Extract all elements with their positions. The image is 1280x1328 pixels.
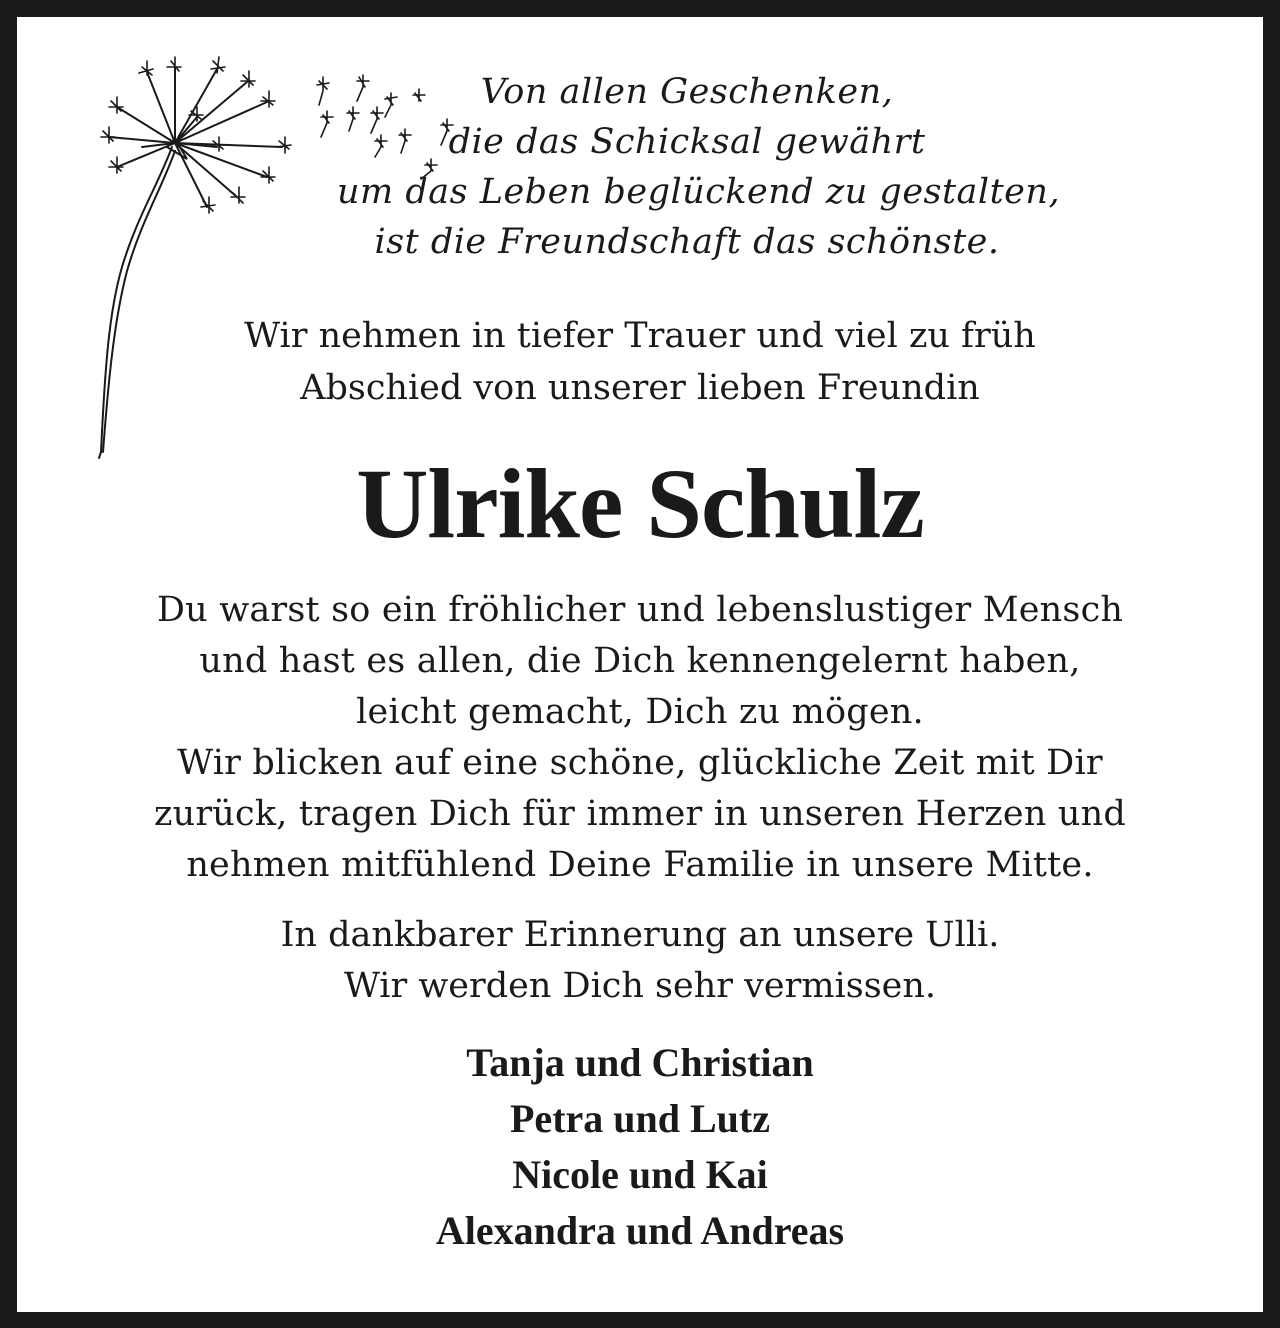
closing-text bbox=[57, 910, 1223, 1012]
signer: Tanja und Christian bbox=[466, 1040, 814, 1085]
signer: Alexandra und Andreas bbox=[435, 1208, 845, 1253]
signers-list bbox=[17, 1035, 1263, 1259]
intro-line: Wir nehmen in tiefer Trauer und viel zu früh bbox=[244, 316, 1036, 356]
tribute-line: Du warst so ein fröhlicher und lebenslustiger Mensch bbox=[156, 590, 1124, 630]
deceased-name: Ulrike Schulz bbox=[356, 448, 924, 559]
quote-line: ist die Freundschaft das schönste. bbox=[374, 222, 1000, 262]
quote-line: die das Schicksal gewährt bbox=[448, 122, 926, 162]
closing-line: Wir werden Dich sehr vermissen. bbox=[343, 966, 937, 1006]
mourning-intro bbox=[117, 310, 1163, 414]
memorial-quote bbox=[337, 67, 1061, 267]
tribute-line: zurück, tragen Dich für immer in unseren Herzen und bbox=[154, 794, 1126, 834]
signer: Nicole und Kai bbox=[512, 1152, 768, 1197]
tribute-text bbox=[57, 585, 1223, 891]
quote-line: um das Leben beglückend zu gestalten, bbox=[337, 172, 1061, 212]
quote-line: Von allen Geschenken, bbox=[480, 72, 894, 112]
intro-line: Abschied von unserer lieben Freundin bbox=[300, 368, 980, 408]
obituary-notice bbox=[17, 17, 1263, 1312]
tribute-line: und hast es allen, die Dich kennengelernt haben, bbox=[199, 641, 1081, 681]
signer: Petra und Lutz bbox=[510, 1096, 770, 1141]
tribute-line: Wir blicken auf eine schöne, glückliche Zeit mit Dir bbox=[177, 743, 1103, 783]
tribute-line: leicht gemacht, Dich zu mögen. bbox=[356, 692, 924, 732]
tribute-line: nehmen mitfühlend Deine Familie in unsere Mitte. bbox=[186, 845, 1094, 885]
closing-line: In dankbarer Erinnerung an unsere Ulli. bbox=[280, 915, 1000, 955]
